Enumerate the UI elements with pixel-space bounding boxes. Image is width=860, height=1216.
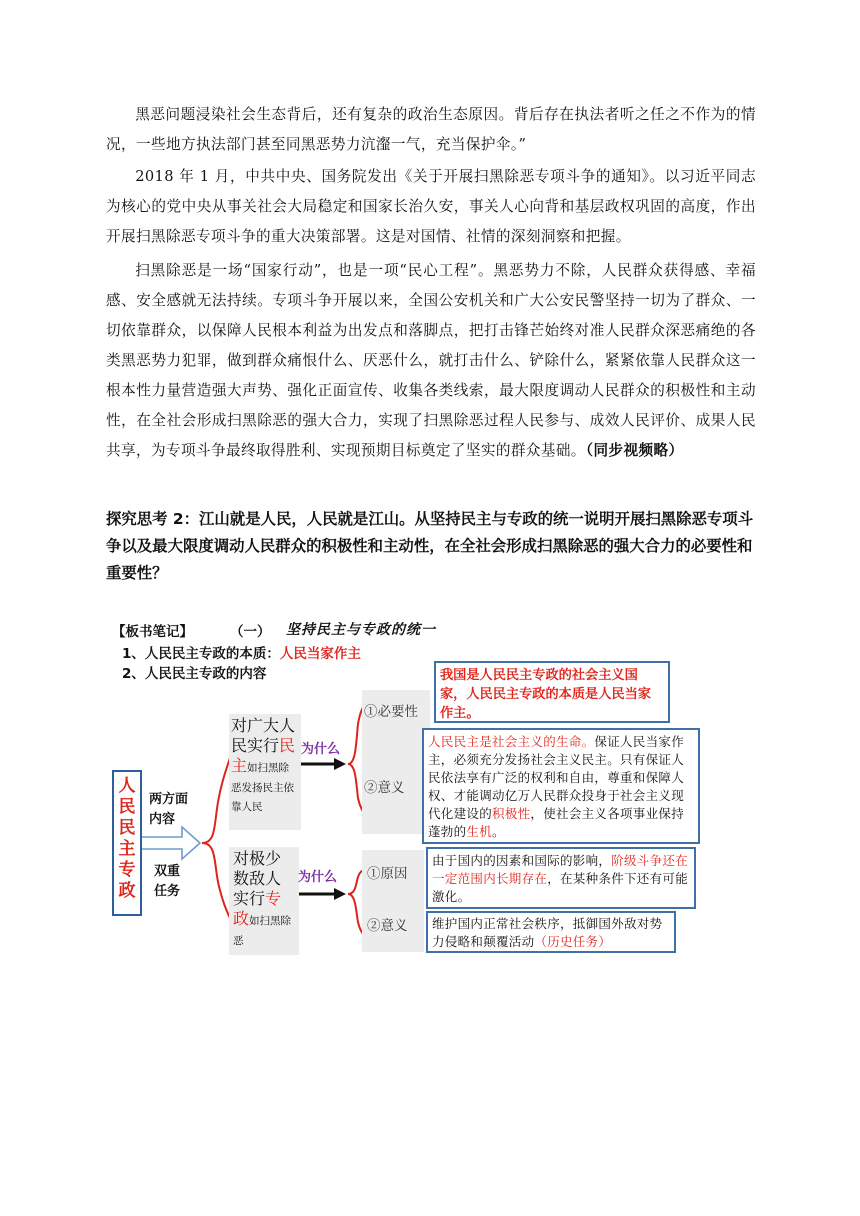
necessity-box-line2: 人民民主专政的本质是人民当家作主。	[440, 687, 651, 721]
line1-red: 人民当家作主	[279, 646, 361, 662]
meaning2-a: 维护国内正常社会秩序，抵御国外敌对势力侵略和颠覆活动	[432, 916, 663, 949]
reason-b: ，在某种条件下还有可能激化。	[432, 871, 689, 904]
meaning1-mid: 保证人民当家作主，必须充分发扬社会主义民主。只有保证人民依法享有广泛的权利和自由，尊重和保障人权、才能调动亿万人民群众投身于社会主义现代化建设的	[428, 734, 685, 821]
why-label-2: 为什么	[298, 870, 338, 885]
brace-upper	[202, 758, 230, 843]
necessity-box-line1: 我国是人民民主专政的社会主义国家，	[440, 668, 638, 702]
meaning1-red2: 积极性	[492, 806, 531, 821]
reason-box	[426, 847, 696, 909]
why-label-1: 为什么	[301, 742, 341, 757]
branch1-text: 对广大人民实行	[231, 716, 296, 755]
brace-lower	[202, 843, 230, 918]
meaning-label-2: ②意义	[367, 918, 408, 934]
branch-dictatorship	[229, 847, 299, 955]
arrow-lower-head	[334, 888, 346, 900]
necessity-label: ①必要性	[364, 704, 418, 720]
branch-democracy	[229, 714, 301, 830]
branch2-small: 如扫黑除恶	[233, 915, 292, 947]
meaning-label-1: ②意义	[364, 780, 405, 796]
reason-label: ①原因	[367, 866, 408, 882]
board-header-section: （一）	[230, 624, 271, 640]
meaning-box-1	[422, 728, 700, 844]
root-box: 人民民主专政	[112, 770, 142, 916]
branch2-red: 专政	[233, 889, 282, 928]
meaning1-red3: 生机	[466, 824, 493, 839]
paragraph-3	[106, 256, 756, 466]
meaning-box-2	[426, 911, 676, 953]
root-arrow	[137, 827, 200, 859]
board-header-handwritten: 坚持民主与专政的统一	[286, 622, 436, 638]
board-header-label: 【板书笔记】	[112, 624, 193, 640]
meaning1-end: 。	[492, 824, 505, 839]
reason-red: 阶级斗争还在一定范围内长期存在	[432, 853, 689, 886]
reason-a: 由于国内的因素和国际的影响，	[432, 853, 612, 868]
arrow-upper-head	[334, 758, 346, 770]
branch2-text: 对极少数敌人实行	[233, 849, 282, 908]
board-notes-diagram	[110, 618, 690, 958]
line2: 2、人民民主专政的内容	[122, 666, 267, 682]
paragraph-1: 黑恶问题浸染社会生态背后，还有复杂的政治生态原因。背后存在执法者听之任之不作为的情况，一些地方执法部门甚至同黑恶势力沆瀣一气，充当保护伞。”	[106, 106, 756, 153]
branch1-red: 民主	[231, 736, 296, 775]
meaning1-mid2: ，使社会主义各项事业保持蓬勃的	[428, 806, 685, 839]
paragraph-2: 2018 年 1 月，中共中央、国务院发出《关于开展扫黑除恶专项斗争的通知》。以习近平同志为核心的党中央从事关社会大局稳定和国家长治久安，事关人心向背和基层政权巩固的高度，作出开展扫黑除恶专项斗争的重大决策部署。这是对国情、社情的深刻洞察和把握。	[106, 168, 756, 245]
branch1-small: 如扫黑除恶发扬民主依靠人民	[231, 762, 294, 813]
paragraph-3-body: 扫黑除恶是一场“国家行动”，也是一项“民心工程”。黑恶势力不除，人民群众获得感、幸福感、安全感就无法持续。专项斗争开展以来，全国公安机关和广大公安民警坚持一切为了群众、一切依靠群众，以保障人民根本利益为出发点和落脚点，把打击锋芒始终对准人民群众深恶痛绝的各类黑恶势力犯罪，做到群众痛恨什么、厌恶什么，就打击什么、铲除什么，紧紧依靠人民群众这一根本性力量营造强大声势、强化正面宣传、收集各类线索，最大限度调动人民群众的积极性和主动性，在全社会形成扫黑除恶的强大合力，实现了扫黑除恶过程人民参与、成效人民评价、成果人民共享，为专项斗争最终取得胜利、实现预期目标奠定了坚实的群众基础。	[106, 262, 756, 459]
necessity-box	[434, 661, 670, 723]
two-aspects-label: 两方面内容	[149, 792, 189, 827]
meaning2-red: （历史任务）	[534, 934, 612, 949]
line1-prefix: 1、人民民主专政的本质：	[122, 646, 280, 662]
inquiry-question: 探究思考 2：江山就是人民，人民就是江山。从坚持民主与专政的统一说明开展扫黑除恶专项斗争以及最大限度调动人民群众的积极性和主动性，在全社会形成扫黑除恶的强大合力的必要性和重要性？	[106, 510, 754, 582]
video-note: （同步视频略）	[585, 442, 684, 459]
meaning1-red1: 人民民主是社会主义的生命。	[428, 734, 595, 749]
dual-tasks-label: 双重任务	[154, 864, 181, 899]
